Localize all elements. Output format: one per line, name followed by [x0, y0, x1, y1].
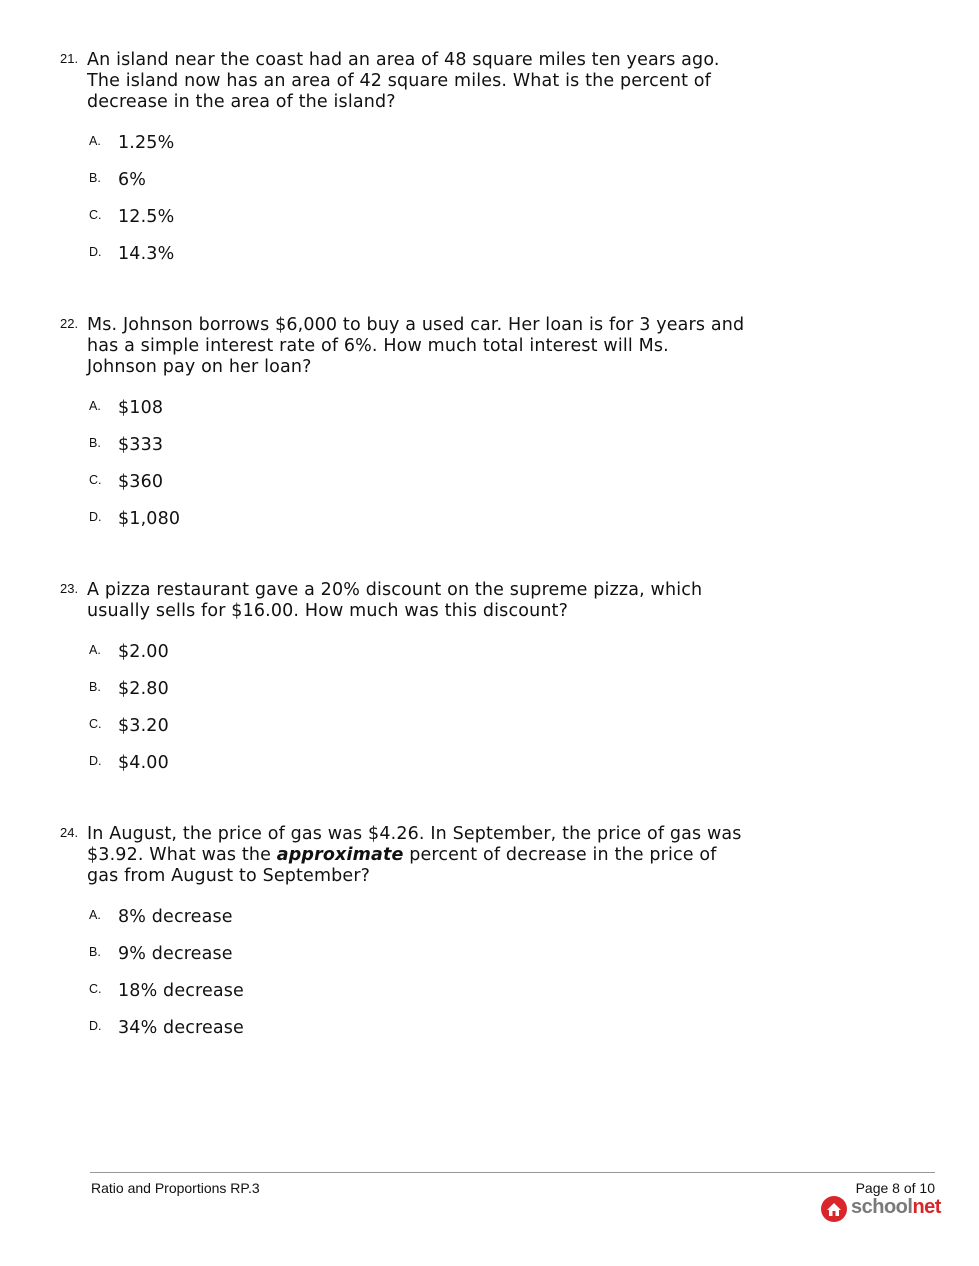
question-number: 21. [60, 51, 79, 66]
choice-text: $1,080 [118, 509, 181, 529]
choice-text: $2.00 [118, 642, 169, 662]
logo-text-net: net [912, 1196, 941, 1218]
choice-letter: B. [89, 171, 101, 185]
choice-letter: A. [89, 134, 101, 148]
question-line: In August, the price of gas was $4.26. In September, the price of gas was [87, 824, 742, 844]
house-icon [820, 1195, 848, 1223]
choice-text: 9% decrease [118, 944, 233, 964]
question-line-part: percent of decrease in the price of [403, 845, 717, 865]
choice-text: 8% decrease [118, 907, 233, 927]
choice-text: $2.80 [118, 679, 169, 699]
question-line: decrease in the area of the island? [87, 92, 396, 112]
choice-letter: B. [89, 945, 101, 959]
logo-text-school: school [851, 1196, 913, 1218]
choice-text: 6% [118, 170, 147, 190]
question-line: Ms. Johnson borrows $6,000 to buy a used car. Her loan is for 3 years and [87, 315, 745, 335]
footer-divider [90, 1172, 935, 1173]
choice-text: $3.20 [118, 716, 169, 736]
question-number: 22. [60, 316, 79, 331]
question-text [87, 580, 787, 622]
choice-text: 12.5% [118, 207, 175, 227]
question-line: has a simple interest rate of 6%. How much total interest will Ms. [87, 336, 669, 356]
question-line-part: $3.92. What was the [87, 845, 277, 865]
choice-letter: C. [89, 208, 102, 222]
document-title: Ratio and Proportions RP.3 [91, 1180, 260, 1196]
page-number: Page 8 of 10 [855, 1180, 935, 1196]
schoolnet-logo [820, 1195, 941, 1223]
choice-letter: D. [89, 754, 102, 768]
choice-letter: A. [89, 908, 101, 922]
choice-letter: B. [89, 680, 101, 694]
choice-letter: D. [89, 1019, 102, 1033]
choice-letter: C. [89, 473, 102, 487]
question-line: The island now has an area of 42 square miles. What is the percent of [87, 71, 711, 91]
choice-text: $108 [118, 398, 164, 418]
question-line: gas from August to September? [87, 866, 371, 886]
choice-text: 1.25% [118, 133, 175, 153]
choice-letter: D. [89, 245, 102, 259]
logo-text [851, 1196, 941, 1219]
question-line: An island near the coast had an area of 48 square miles ten years ago. [87, 50, 720, 70]
choice-letter: A. [89, 643, 101, 657]
choice-text: $333 [118, 435, 164, 455]
question-text [87, 50, 787, 113]
choice-text: $360 [118, 472, 164, 492]
question-line: A pizza restaurant gave a 20% discount on the supreme pizza, which [87, 580, 703, 600]
choice-text: 18% decrease [118, 981, 244, 1001]
choice-letter: C. [89, 717, 102, 731]
choice-text: $4.00 [118, 753, 169, 773]
question-line [87, 845, 787, 866]
choice-letter: D. [89, 510, 102, 524]
question-number: 23. [60, 581, 79, 596]
choice-letter: B. [89, 436, 101, 450]
emphasis-text: approximate [276, 845, 404, 865]
question-text [87, 824, 787, 887]
choice-text: 34% decrease [118, 1018, 244, 1038]
choice-text: 14.3% [118, 244, 175, 264]
question-line: Johnson pay on her loan? [87, 357, 312, 377]
choice-letter: A. [89, 399, 101, 413]
question-number: 24. [60, 825, 79, 840]
question-text [87, 315, 787, 378]
question-line: usually sells for $16.00. How much was this discount? [87, 601, 569, 621]
choice-letter: C. [89, 982, 102, 996]
